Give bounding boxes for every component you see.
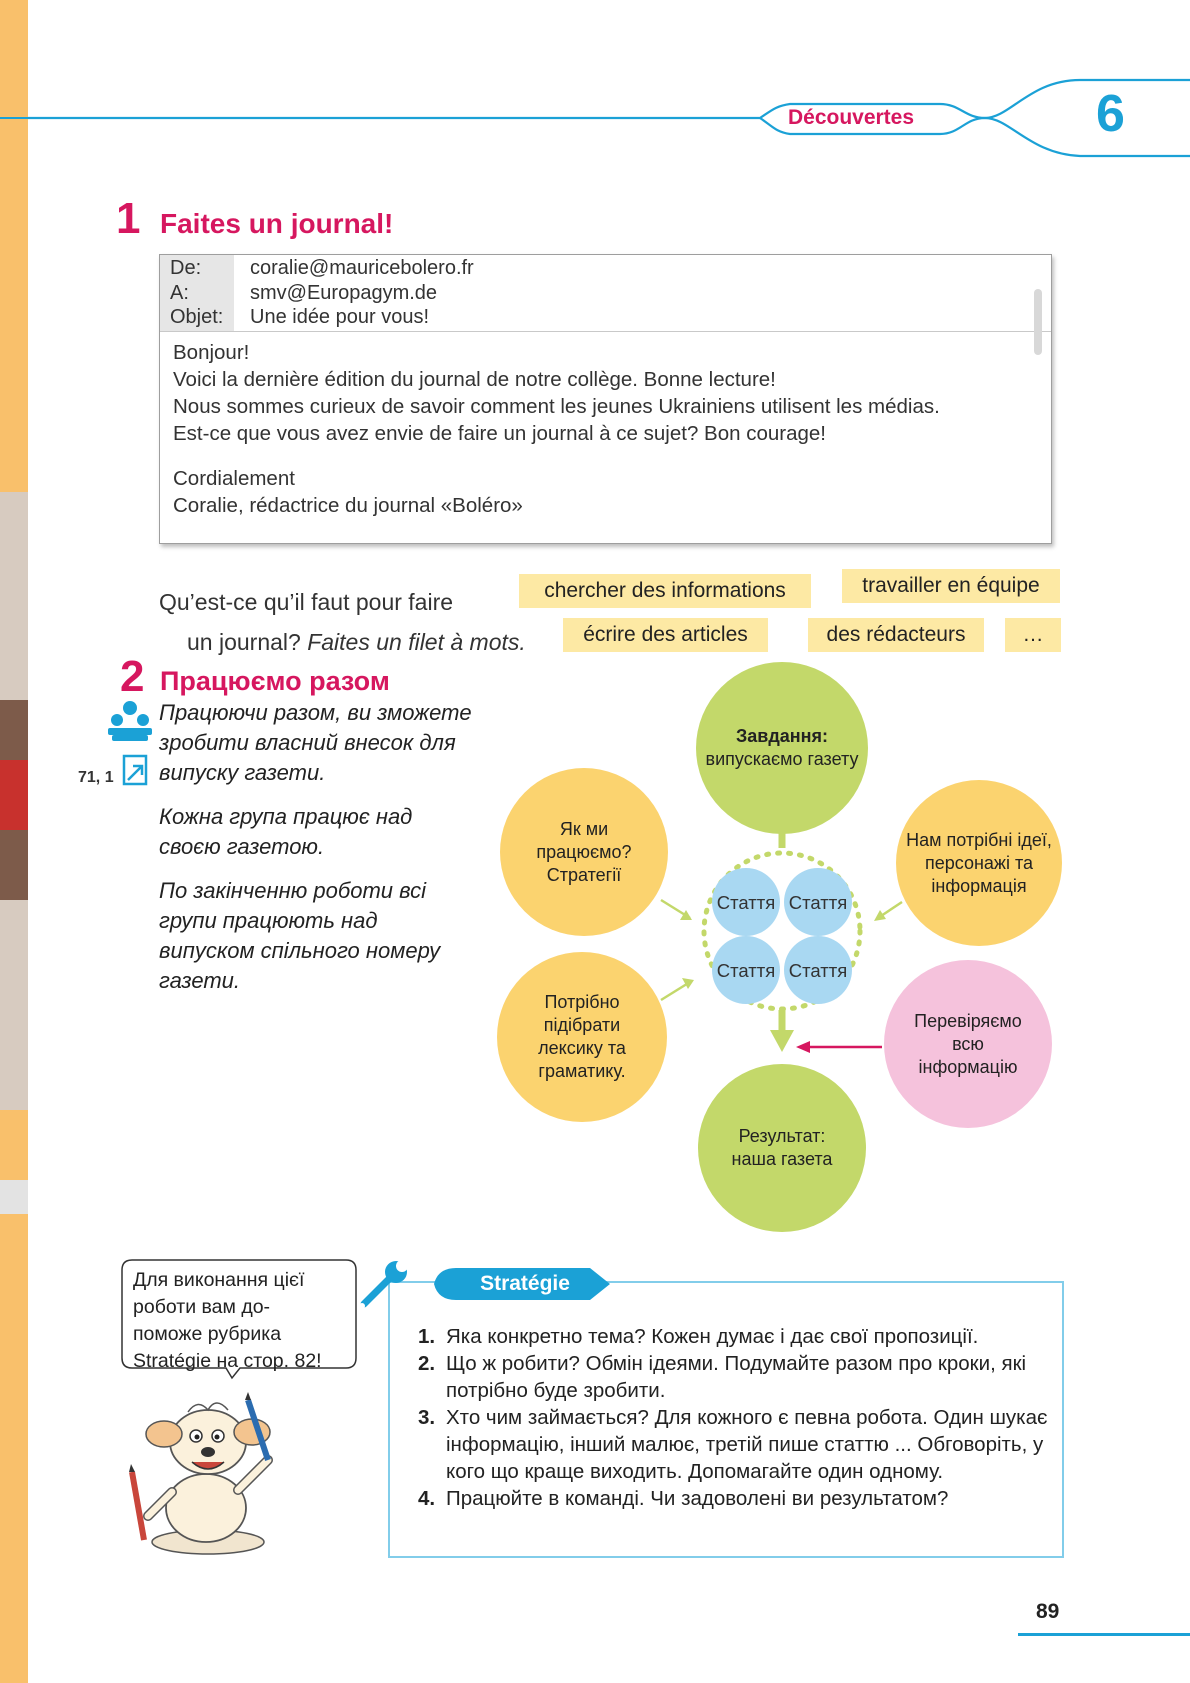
email-subject-value: Une idée pour vous! — [250, 306, 430, 328]
strategie-box — [388, 1281, 1064, 1558]
strategie-title: Stratégie — [480, 1272, 570, 1295]
diagram-check-circle — [884, 960, 1052, 1128]
exercise-2-paragraph: По закінченню роботи всі групи працюють над випуском спільного номеру газети. — [159, 878, 441, 993]
diagram-article-circle — [712, 868, 780, 936]
footer-line — [1018, 1633, 1190, 1636]
article-text: Стаття — [716, 959, 776, 981]
question-line-1: Qu’est-ce qu’il faut pour faire — [159, 589, 454, 615]
page-number: 89 — [1036, 1600, 1060, 1623]
section-tag: Découvertes — [787, 106, 915, 129]
email-signoff-line: Cordialement — [173, 467, 295, 490]
strategie-item: 1. Яка конкретно тема? Кожен думає і дає свої пропозиції. — [418, 1325, 979, 1348]
email-subject-label: Objet: — [170, 306, 224, 328]
email-from-label: De: — [170, 257, 202, 279]
task-label: Завдання: — [735, 726, 829, 746]
email-body-line: Bonjour! — [173, 341, 250, 364]
email-body-line: Est-ce que vous avez envie de faire un journal à ce sujet? Bon courage! — [173, 422, 826, 445]
exercise-1-number: 1 — [116, 194, 141, 243]
diagram-result-circle — [698, 1064, 866, 1232]
email-from-value: coralie@mauricebolero.fr — [250, 257, 474, 279]
email-body-line: Nous sommes curieux de savoir comment les jeunes Ukrainiens utilisent les médias. — [173, 395, 940, 418]
email-signoff-line: Coralie, rédactrice du journal «Boléro» — [173, 494, 523, 517]
exercise-2-paragraph: Кожна група працює над своєю газетою. — [159, 804, 413, 859]
exercise-2-paragraph: Працюючи разом, ви зможете зробити власний внесок для випуску газети. — [159, 700, 472, 785]
speech-bubble-text: Для виконання цієї роботи вам до-поможе рубрика Stratégie на стор. 82! — [133, 1269, 322, 1372]
vocabulary-text: Потрібно підібрати лексику та граматику. — [538, 992, 626, 1081]
wrench-icon — [356, 1256, 414, 1310]
result-text: Результат: наша газета — [731, 1126, 833, 1169]
strategie-item: 4. Працюйте в команді. Чи задоволені ви результатом? — [418, 1487, 949, 1510]
word-tag: travailler en équipe — [842, 569, 1060, 603]
check-text: Перевіряємо всю інформацію — [914, 1010, 1022, 1077]
diagram-article-circle — [712, 936, 780, 1004]
task-text: випускаємо газету — [705, 749, 859, 769]
mascot-illustration — [128, 1390, 318, 1558]
article-text: Стаття — [716, 891, 776, 913]
exercise-2-number: 2 — [120, 652, 145, 701]
exercise-1-title: Faites un journal! — [160, 208, 394, 239]
exercise-2-title: Працюємо разом — [160, 666, 390, 696]
email-to-label: A: — [170, 282, 189, 304]
word-tag: chercher des informations — [519, 574, 811, 608]
word-tag: des rédacteurs — [808, 618, 984, 652]
question-line-2: un journal? — [187, 629, 301, 655]
email-to-value: smv@Europagym.de — [250, 282, 438, 304]
strategie-list — [418, 1323, 1048, 1512]
workbook-reference: 71, 1 — [78, 769, 114, 786]
strategie-item: 2. Що ж робити? Обмін ідеями. Подумайте разом про кроки, які потрібно буде зробити. — [418, 1352, 1027, 1402]
needs-text: Нам потрібні ідеї, персонажі та інформація — [906, 829, 1052, 896]
diagram-vocabulary-circle — [497, 952, 667, 1122]
strategies-text: Як ми працюємо? Стратегії — [536, 818, 632, 885]
word-tag: … — [1005, 618, 1061, 652]
question-instruction: Faites un filet à mots. — [307, 629, 526, 655]
word-tag: écrire des articles — [563, 618, 768, 652]
diagram-needs-circle — [896, 780, 1062, 946]
chapter-number: 6 — [1096, 85, 1125, 143]
diagram-article-circle — [784, 868, 852, 936]
strategie-item: 3. Хто чим займається? Для кожного є певна робота. Один шукає інформацію, інший малює, третій пише статтю ... Обговоріть, у кого що краще виходить. Допомагайте один одному. — [418, 1406, 1048, 1483]
email-body-line: Voici la dernière édition du journal de notre collège. Bonne lecture! — [173, 368, 776, 391]
diagram-strategies-circle — [500, 768, 668, 936]
article-text: Стаття — [788, 959, 848, 981]
article-text: Стаття — [788, 891, 848, 913]
diagram-article-circle — [784, 936, 852, 1004]
diagram-task-circle — [696, 662, 868, 834]
